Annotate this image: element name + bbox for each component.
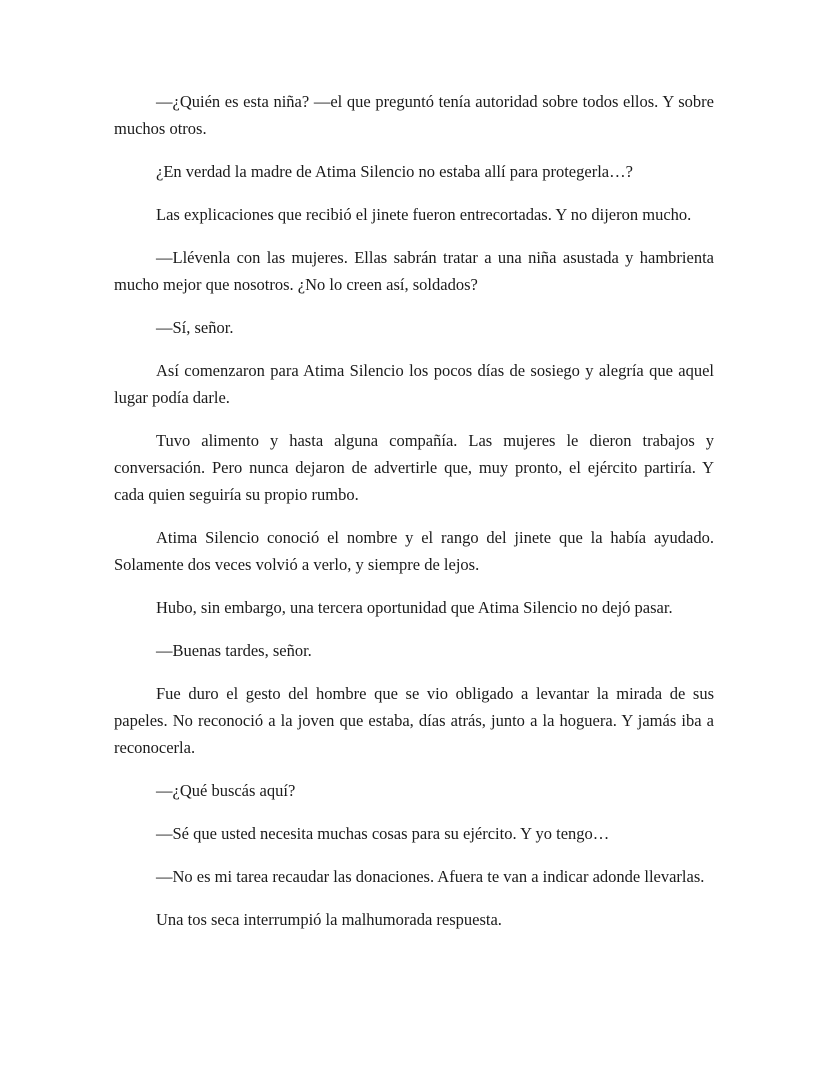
paragraph: —Llévenla con las mujeres. Ellas sabrán tratar a una niña asustada y hambrienta mucho mejor que nosotros. ¿No lo creen así, soldados? <box>114 248 714 294</box>
paragraph: Hubo, sin embargo, una tercera oportunidad que Atima Silencio no dejó pasar. <box>156 598 673 617</box>
paragraph: Las explicaciones que recibió el jinete fueron entrecortadas. Y no dijeron mucho. <box>156 205 692 224</box>
paragraph: —Sé que usted necesita muchas cosas para su ejército. Y yo tengo… <box>156 824 610 843</box>
paragraph: Atima Silencio conoció el nombre y el rango del jinete que la había ayudado. Solamente dos veces volvió a verlo, y siempre de lejos. <box>114 528 714 574</box>
paragraph: —Buenas tardes, señor. <box>156 641 312 660</box>
paragraph: ¿En verdad la madre de Atima Silencio no estaba allí para protegerla…? <box>156 162 633 181</box>
paragraph: —¿Qué buscás aquí? <box>156 781 296 800</box>
paragraph: Tuvo alimento y hasta alguna compañía. Las mujeres le dieron trabajos y conversación. Pero nunca dejaron de advertirle que, muy pronto, el ejército partiría. Y cada quien seguiría su propio rumbo. <box>114 431 714 504</box>
paragraph: Así comenzaron para Atima Silencio los pocos días de sosiego y alegría que aquel lugar podía darle. <box>114 361 714 407</box>
paragraph: —¿Quién es esta niña? —el que preguntó tenía autoridad sobre todos ellos. Y sobre muchos otros. <box>114 92 714 138</box>
paragraph: —Sí, señor. <box>156 318 234 337</box>
paragraph: Una tos seca interrumpió la malhumorada respuesta. <box>156 910 502 929</box>
paragraph: —No es mi tarea recaudar las donaciones. Afuera te van a indicar adonde llevarlas. <box>156 867 705 886</box>
paragraph: Fue duro el gesto del hombre que se vio obligado a levantar la mirada de sus papeles. No reconoció a la joven que estaba, días atrás, junto a la hoguera. Y jamás iba a reconocerla. <box>114 684 714 757</box>
